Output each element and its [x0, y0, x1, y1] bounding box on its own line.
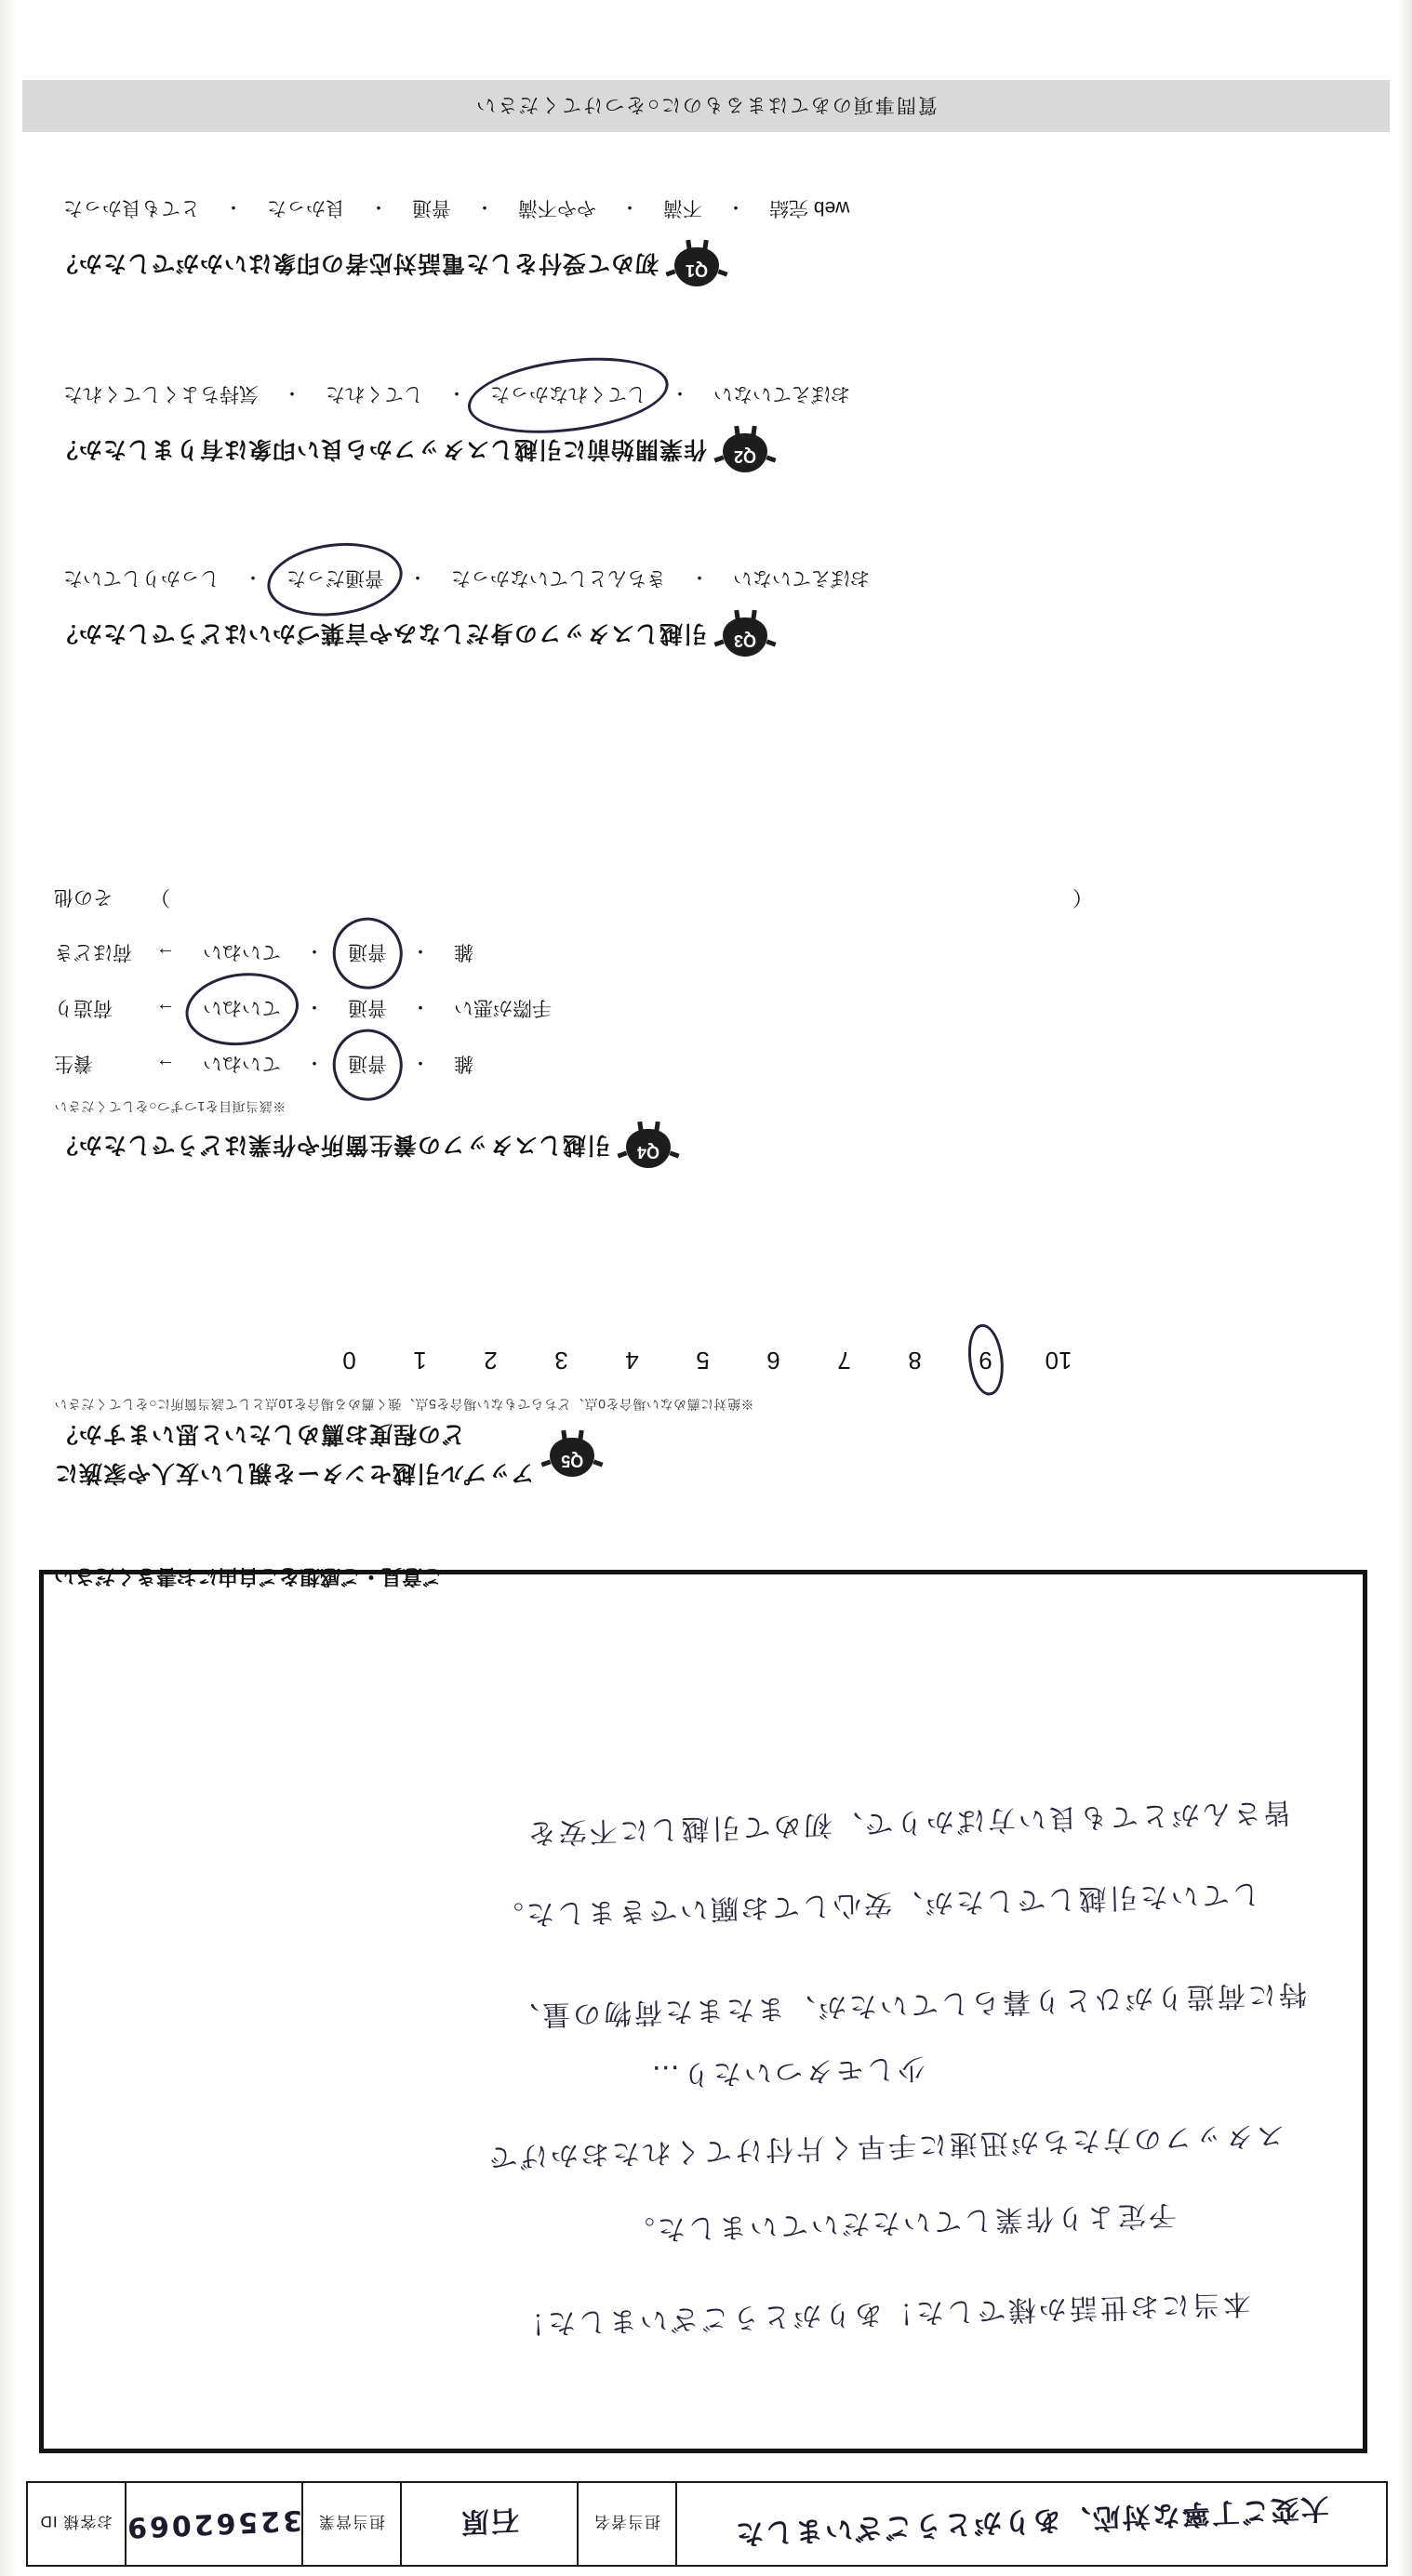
q3-sep: ・: [690, 566, 709, 588]
arrow-right-icon: →: [156, 943, 175, 964]
q4-other-row[interactable]: [54, 884, 1356, 913]
q5-scale-0[interactable]: 0: [342, 1347, 356, 1374]
customer-id-handwritten: 32562069: [124, 2503, 304, 2544]
q1-opt-6[interactable]: web 完結: [769, 197, 850, 219]
q4-row-nihodoki-label: 荷ほどき: [54, 941, 132, 963]
q2-title: 作業開始前に引越しスタッフから良い印象は有りましたか？: [54, 436, 708, 462]
q3-sep: ・: [244, 566, 262, 588]
q5-scale-8[interactable]: 8: [908, 1347, 922, 1374]
q1-opt-4[interactable]: やや不満: [518, 197, 596, 219]
q1-opt-3[interactable]: 普通: [412, 197, 451, 219]
q1-opt-2[interactable]: 良かった: [267, 197, 345, 219]
q3-sep: ・: [408, 566, 427, 588]
q1-head: [54, 240, 1356, 290]
q4-sep: ・: [411, 1052, 430, 1073]
q4-sep: ・: [305, 1052, 324, 1073]
q5-number: Q5: [561, 1452, 584, 1470]
q4-row-nizukuri-label: 荷造り: [54, 997, 113, 1018]
q5-scale-1[interactable]: 1: [413, 1347, 427, 1374]
q1-sep: ・: [726, 196, 745, 218]
comment-label: ご意見・ご感想をご自由にお書きください: [54, 1565, 444, 1588]
q5-title-line1: アップル引越センターを親しい友人や家族に: [54, 1460, 535, 1486]
q5-scale-3[interactable]: 3: [554, 1347, 568, 1374]
q2-opt-2[interactable]: してくれた: [326, 383, 423, 405]
q4-nizukuri-opt-futsu[interactable]: 普通: [348, 997, 387, 1018]
q4-nizukuri-opt-tegiwa[interactable]: 手際が悪い: [454, 997, 552, 1018]
comment-handwritten-line: スタッフの方たちが迅速に手早く片付けてくれたおかげで: [486, 2118, 1285, 2173]
q2-sep: ・: [283, 382, 301, 404]
q5-scale-10[interactable]: 10: [1045, 1347, 1072, 1374]
q4-other-input[interactable]: （ ）: [113, 886, 1094, 910]
q4-nizukuri-opt-teinei-selected[interactable]: ていねい: [193, 993, 290, 1025]
q4-nihodoki-opt-zatsu[interactable]: 雑: [454, 941, 473, 963]
staff-name-value: [400, 2481, 579, 2567]
q4-rows: [54, 937, 1356, 1081]
arrow-right-icon: →: [156, 1055, 175, 1076]
q1-opt-1[interactable]: とても良かった: [63, 197, 200, 219]
question-q1: [54, 193, 1356, 290]
q5-scale-9-selected[interactable]: 9: [975, 1346, 997, 1374]
question-q3: [54, 564, 1356, 660]
comment-handwritten-line: 皆さんがとても良い方ばかりで、初めて引越しに不安を: [525, 1795, 1293, 1850]
q1-title: 初めて受付をした電話対応者の印象はいかがでしたか？: [54, 250, 659, 276]
q4-yojo-opt-futsu-selected[interactable]: 普通: [339, 1049, 396, 1081]
q4-note: ※該当項目を1つずつ○をしてください: [54, 1099, 286, 1114]
header-note-cell: [675, 2481, 1388, 2567]
q4-title: 引越しスタッフの養生箇所や作業はどうでしたか？: [54, 1132, 611, 1158]
q1-opt-5[interactable]: 不満: [663, 197, 702, 219]
sales-rep-label: 担当営業: [301, 2481, 402, 2567]
q3-opt-1[interactable]: しっかりしていた: [63, 567, 220, 589]
question-q5: [54, 1346, 1356, 1492]
customer-id-label: お客様 ID: [26, 2481, 127, 2567]
q4-row-yojo: [54, 1049, 483, 1081]
q2-options: [54, 379, 1356, 411]
q3-title: 引越しスタッフの身だしなみや言葉づかいはどうでしたか？: [54, 620, 708, 646]
q2-badge-icon: [720, 426, 770, 476]
q5-scale-4[interactable]: 4: [625, 1347, 639, 1374]
q5-scale-6[interactable]: 6: [766, 1347, 780, 1374]
scan-edge-right: [0, 0, 17, 2576]
arrow-right-icon: →: [156, 999, 175, 1020]
q1-number: Q1: [686, 261, 709, 280]
q4-sep: ・: [411, 996, 430, 1017]
q5-scale-5[interactable]: 5: [696, 1347, 710, 1374]
q3-opt-2-selected[interactable]: 普通だった: [277, 564, 393, 595]
q4-badge-icon: [623, 1122, 673, 1172]
q2-sep: ・: [447, 382, 466, 404]
q1-sep: ・: [475, 196, 494, 218]
header-row: [26, 2481, 1386, 2567]
q4-other-label: その他: [54, 886, 113, 909]
q2-number: Q2: [734, 447, 757, 466]
q3-opt-3[interactable]: きちんとしていなかった: [451, 567, 666, 589]
staff-name-handwritten: 石原: [459, 2503, 520, 2539]
q3-opt-4[interactable]: おぼえていない: [733, 567, 870, 589]
q3-options: [54, 564, 1356, 595]
question-q4: [54, 884, 1356, 1172]
q4-sep: ・: [305, 940, 324, 962]
q4-sep: ・: [411, 940, 430, 962]
q3-badge-icon: [720, 610, 770, 660]
q2-head: [54, 426, 1356, 476]
q4-nihodoki-opt-teinei[interactable]: ていねい: [203, 941, 281, 963]
comment-handwritten-line: 特に荷造りがひとり暮らしていたが、またまた荷物の量、: [508, 1977, 1308, 2032]
scan-edge-left: [1397, 0, 1412, 2576]
q1-sep: ・: [369, 196, 388, 218]
q3-number: Q3: [734, 631, 757, 650]
q3-head: [54, 610, 1356, 660]
q2-opt-3-selected[interactable]: してくれなかった: [481, 379, 656, 411]
q4-yojo-opt-teinei[interactable]: ていねい: [203, 1053, 281, 1074]
q1-options: [54, 193, 1356, 225]
q4-sep: ・: [305, 996, 324, 1017]
q4-row-nihodoki: [54, 937, 483, 969]
customer-id-value: [125, 2481, 303, 2567]
q4-number: Q4: [637, 1143, 660, 1162]
comment-handwritten-line: していた引越しでしたが、安心してお願いできました。: [492, 1877, 1261, 1932]
q2-opt-1[interactable]: 気持ちよくしてくれた: [63, 383, 259, 405]
q5-head: [54, 1419, 1356, 1492]
q1-sep: ・: [620, 196, 639, 218]
instruction-banner: 質問事項のあてはまるものに○をつけてください: [22, 80, 1390, 132]
comment-box[interactable]: [39, 1570, 1367, 2453]
q5-title-line2: どの程度お薦めしたいと思いますか？: [54, 1421, 466, 1447]
q4-row-yojo-label: 養生: [54, 1053, 93, 1074]
q4-nihodoki-opt-futsu-selected[interactable]: 普通: [339, 937, 396, 969]
q1-sep: ・: [224, 196, 243, 218]
q1-badge-icon: [672, 240, 722, 290]
comment-handwritten-line: 少しモタついたり…: [648, 2051, 926, 2092]
comment-handwritten-line: 予定より作業していただいていました。: [623, 2198, 1178, 2247]
q4-yojo-opt-zatsu[interactable]: 雑: [454, 1053, 473, 1074]
header-note-handwritten: 大変ご丁寧な対応、ありがとうございました: [733, 2491, 1330, 2550]
q5-scale-7[interactable]: 7: [837, 1347, 851, 1374]
q2-sep: ・: [671, 382, 689, 404]
q4-row-nizukuri: [54, 993, 561, 1025]
q5-scale[interactable]: [54, 1346, 1356, 1374]
q2-opt-4[interactable]: おぼえていない: [713, 383, 850, 405]
question-q2: [54, 379, 1356, 476]
comment-handwritten-line: 本当にお世話か様でした！ありがとうございました！: [513, 2286, 1252, 2341]
q5-badge-icon: [547, 1430, 597, 1481]
q5-note: ※絶対に薦めない場合を0点、どちらでもない場合を5点、強く薦める場合を10点として該当箇所に○をしてください: [54, 1397, 754, 1412]
q5-scale-2[interactable]: 2: [484, 1347, 498, 1374]
staff-name-label: 担当者名: [577, 2481, 677, 2567]
q4-head: [54, 1122, 1356, 1172]
